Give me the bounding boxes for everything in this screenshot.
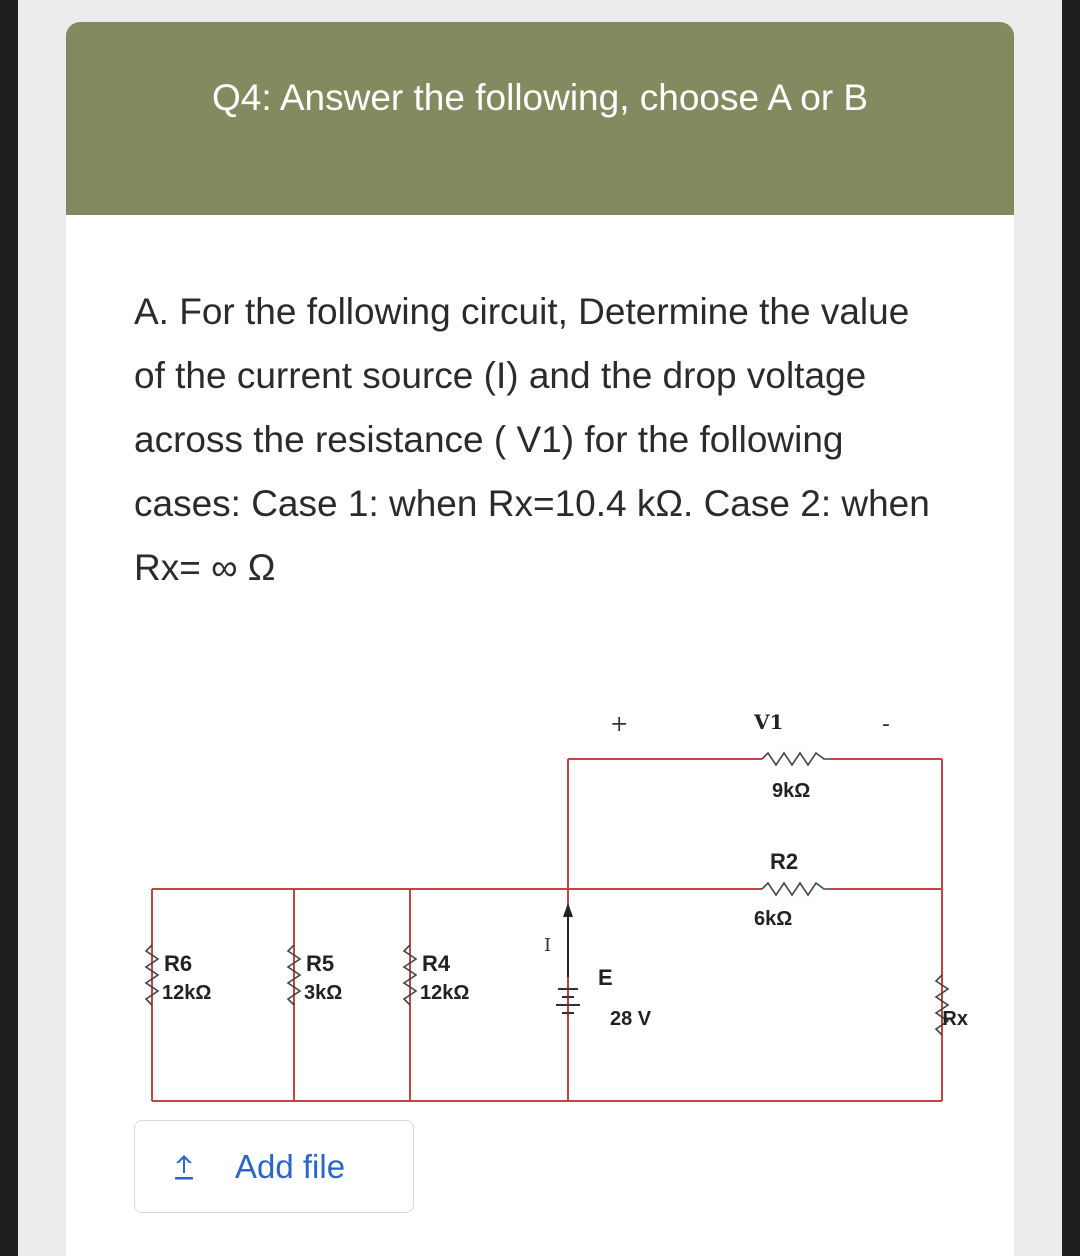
r5-value-label: 3kΩ	[304, 982, 343, 1004]
r2-name-label: R2	[770, 849, 799, 874]
r1-value-label: 9kΩ	[772, 780, 811, 802]
r6-value-label: 12kΩ	[162, 982, 212, 1004]
add-file-label: Add file	[235, 1148, 346, 1185]
r2-resistor	[762, 883, 830, 895]
v1-plus-label: +	[610, 712, 629, 737]
circuit-diagram	[142, 677, 982, 1107]
question-title: Q4: Answer the following, choose A or B	[212, 77, 869, 118]
question-text: A. For the following circuit, Determine the value of the current source (I) and the drop voltage across the resistance ( V1) for the following cases: Case 1: when Rx=10.4 kΩ. Case 2: when Rx= ∞ Ω	[134, 291, 930, 588]
card-header	[66, 22, 1014, 215]
circuit-wires	[152, 759, 942, 1101]
r6-name-label: R6	[164, 951, 193, 976]
source-value-label: 28 V	[610, 1008, 652, 1030]
add-file-button[interactable]	[134, 1120, 414, 1213]
r4-value-label: 12kΩ	[420, 982, 470, 1004]
current-label: I	[544, 935, 552, 956]
r2-value-label: 6kΩ	[754, 908, 793, 930]
r5-name-label: R5	[306, 951, 335, 976]
source-name-label: E	[598, 965, 613, 990]
rx-name-label: Rx	[942, 1008, 968, 1030]
r1-resistor	[762, 753, 830, 765]
v1-minus-label: -	[882, 712, 890, 737]
r4-name-label: R4	[422, 951, 451, 976]
upload-icon	[173, 1153, 195, 1181]
question-card	[66, 22, 1014, 1256]
v1-label: V1	[754, 710, 784, 734]
current-source-arrow	[563, 903, 573, 977]
